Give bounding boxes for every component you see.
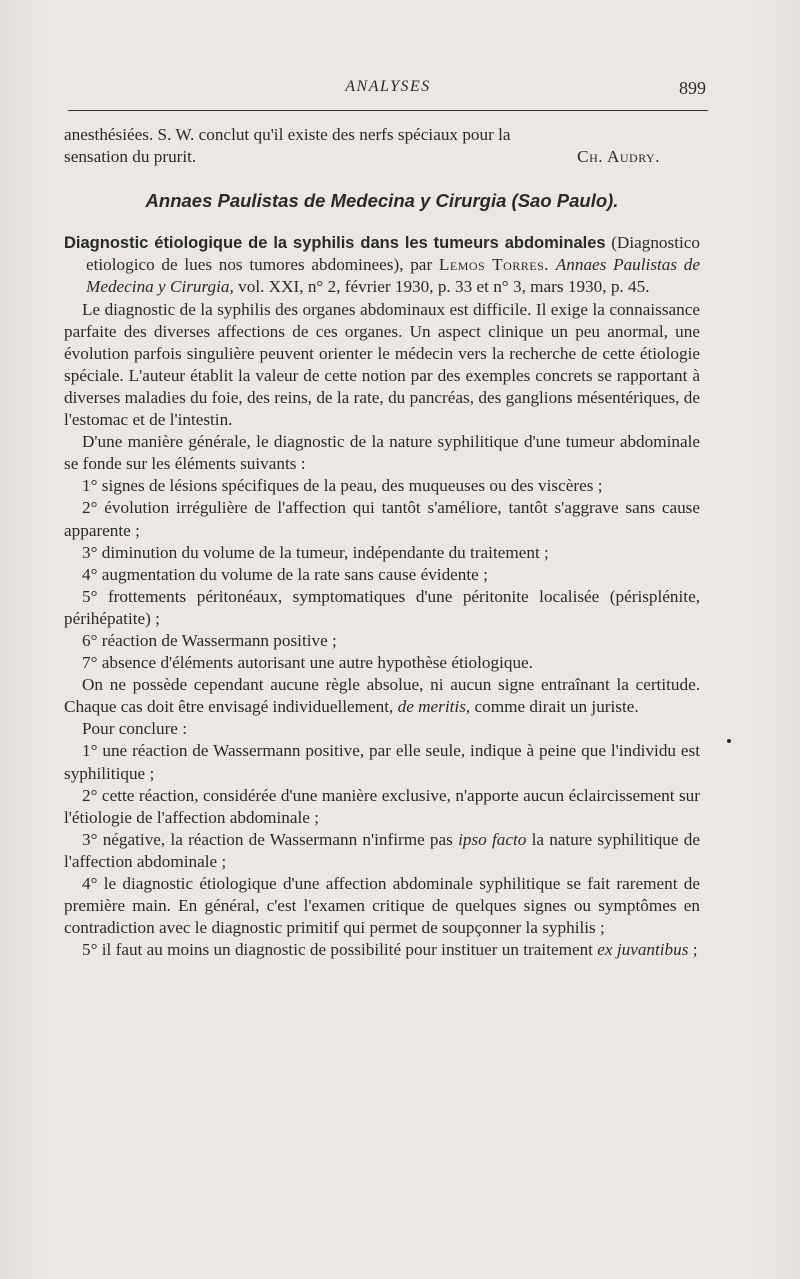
intro-line-end: sensation du prurit. <box>64 147 197 167</box>
list-item: 1° signes de lésions spécifiques de la peau, des muqueuses ou des viscères ; <box>82 476 603 496</box>
signature: Ch. Audry. <box>577 147 660 167</box>
paragraph-3-text: On ne possède cependant aucune règle absolue, ni aucun signe entraînant la certitude. Chaque cas doit être envisagé individuellement, <box>64 675 700 717</box>
latin-phrase: de meritis, <box>397 697 471 717</box>
page-body <box>64 124 700 961</box>
conclusion-3-end: la nature syphilitique de l'affection abdominale ; <box>64 829 700 871</box>
conclusion-item <box>64 939 700 961</box>
list-item: 4° augmentation du volume de la rate sans cause évidente ; <box>82 564 488 584</box>
article-author: Lemos Torres. <box>438 255 550 275</box>
paragraph-3-end: comme dirait un juriste. <box>474 697 639 717</box>
paragraph-4: Pour conclure : <box>82 719 188 739</box>
article-title: Diagnostic étiologique de la syphilis dans les tumeurs abdominales <box>64 234 606 253</box>
reference-details: vol. XXI, n° 2, février 1930, p. 33 et n° 3, mars 1930, p. 45. <box>238 277 650 297</box>
paragraph-3 <box>64 674 700 718</box>
list-item: 2° évolution irrégulière de l'affection qui tantôt s'améliore, tantôt s'aggrave sans cause apparente ; <box>64 498 700 540</box>
list-item: 7° absence d'éléments autorisant une autre hypothèse étiologique. <box>82 653 533 673</box>
page-number: 899 <box>679 78 706 98</box>
conclusion-item: 4° le diagnostic étiologique d'une affection abdominale syphilitique se fait rarement de première main. En général, c'est l'examen critique de quelques signes ou symptômes en contradiction avec le diagnostic primitif qui permet de soupçonner la syphilis ; <box>64 874 700 938</box>
list-item: 3° diminution du volume de la tumeur, indépendante du traitement ; <box>82 542 549 562</box>
list-item: 6° réaction de Wassermann positive ; <box>82 630 337 650</box>
conclusion-item: 2° cette réaction, considérée d'une manière exclusive, n'apporte aucun éclaircissement sur l'étiologie de l'affection abdominale ; <box>64 785 700 827</box>
page-header <box>68 74 708 111</box>
paragraph-1: Le diagnostic de la syphilis des organes abdominaux est difficile. Il exige la connaissance parfaite des diverses affections de ces organes. Un aspect clinique un peu anormal, une évolution parfois singulière peuvent orienter le médecin vers la recherche de cette étiologie spéciale. L'auteur établit la valeur de cette notion par des exemples concrets se rapportant à diverses maladies du foie, des reins, de la rate, du pancréas, des ganglions mésentériques, de l'estomac et de l'intestin. <box>64 299 700 430</box>
paragraph-2: D'une manière générale, le diagnostic de la nature syphilitique d'une tumeur abdominale se fonde sur les éléments suivants : <box>64 432 700 474</box>
ink-speck <box>727 739 731 743</box>
running-head: ANALYSES <box>345 78 431 95</box>
list-item: 5° frottements péritonéaux, symptomatiques d'une péritonite localisée (périsplénite, périhépatite) ; <box>64 586 700 628</box>
journal-reference: Annaes Paulistas de Medecina y Cirurgia, <box>86 255 700 297</box>
conclusion-5-text: 5° il faut au moins un diagnostic de possibilité pour instituer un traitement <box>82 940 593 960</box>
latin-phrase: ex juvantibus <box>597 940 689 960</box>
latin-phrase: ipso facto <box>458 829 527 849</box>
article-subtitle: (Diagnostico etiologico de lues nos tumores abdominees), par <box>86 233 700 275</box>
intro-line: anesthésiées. S. W. conclut qu'il existe des nerfs spéciaux pour la <box>64 125 511 144</box>
conclusion-5-end: ; <box>692 940 698 960</box>
conclusion-3-text: 3° négative, la réaction de Wassermann n'infirme pas <box>82 829 453 849</box>
conclusion-item: 1° une réaction de Wassermann positive, par elle seule, indique à peine que l'individu est syphilitique ; <box>64 741 700 783</box>
article-heading <box>64 232 700 298</box>
intro-closing-line <box>64 146 700 168</box>
conclusion-item <box>64 829 700 873</box>
journal-heading: Annaes Paulistas de Medecina y Cirurgia (Sao Paulo). <box>145 190 619 212</box>
